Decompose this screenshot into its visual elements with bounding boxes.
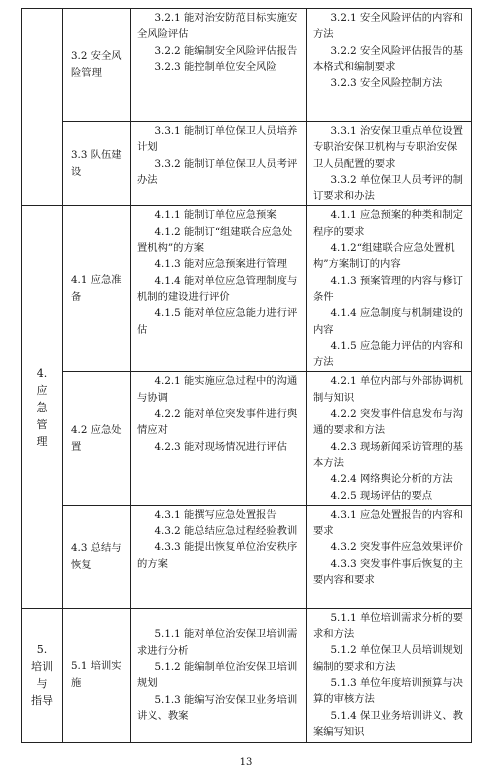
skill-item: 3.2.2 能编制安全风险评估报告 [154,44,298,57]
knowledge-item: 4.3.1 应急处置报告的内容和要求 [313,508,463,538]
knowledge-item: 4.1.4 应急制度与机制建设的内容 [313,307,463,336]
skill-item: 4.1.1 能制订单位应急预案 [154,209,277,222]
knowledge-item: 4.1.3 预案管理的内容与修订条件 [313,274,463,303]
knowledge-requirements-cell [307,9,472,122]
knowledge-item: 5.1.2 单位保卫人员培训规划编制的要求和方法 [313,644,463,673]
knowledge-requirements-cell [307,608,472,742]
table-row [22,608,472,742]
page-number: 13 [239,757,253,768]
knowledge-item: 4.1.1 应急预案的种类和制定程序的要求 [313,209,463,238]
skill-item: 4.1.4 能对单位应急管理制度与机制的建设进行评价 [137,274,298,303]
table-row [22,505,472,608]
knowledge-requirements-cell [307,122,472,206]
main-category-cell [22,9,63,206]
skill-item: 4.1.2 能制订“组建联合应急处置机构”的方案 [137,225,293,255]
knowledge-item: 4.3.3 突发事件事后恢复的主要内容和要求 [313,557,463,587]
skill-item: 4.3.2 能总结应急过程经验教训 [154,525,298,538]
knowledge-item: 4.1.5 应急能力评估的内容和方法 [313,339,463,369]
skill-item: 4.3.1 能撰写应急处置报告 [154,508,277,521]
sub-category-cell: 3.2 安全风 险管理 [63,9,131,122]
skill-item: 4.1.3 能对应急预案进行管理 [154,258,287,271]
knowledge-requirements-cell [307,372,472,505]
document-page [21,8,472,743]
knowledge-item: 3.2.2 安全风险评估报告的基本格式和编制要求 [313,44,463,73]
sub-category-cell: 4.3 总结与 恢复 [63,505,131,608]
skill-item: 5.1.1 能对单位治安保卫培训需求进行分析 [137,628,298,657]
skill-item: 3.3.1 能制订单位保卫人员培养计划 [137,125,298,154]
knowledge-item: 5.1.3 单位年度培训预算与决算的审核方法 [313,677,463,706]
knowledge-item: 3.3.2 单位保卫人员考评的制订要求和办法 [313,173,463,203]
main-category-cell: 5. 培训 与 指导 [22,608,63,742]
skill-requirements-cell [131,608,307,742]
skill-item: 4.3.3 能提出恢复单位治安秩序的方案 [137,541,298,570]
table-row [22,9,472,122]
knowledge-item: 4.2.3 现场新闻采访管理的基本方法 [313,440,463,469]
knowledge-item: 3.2.3 安全风险控制方法 [330,77,443,90]
table-row [22,372,472,505]
skill-requirements-cell [131,122,307,206]
knowledge-item: 4.2.2 突发事件信息发布与沟通的要求和方法 [313,408,463,437]
skill-item: 3.3.2 能制订单位保卫人员考评办法 [137,157,298,186]
knowledge-item: 3.3.1 治安保卫重点单位设置专职治安保卫机构与专职治安保卫人员配置的要求 [313,125,463,170]
sub-category-cell: 5.1 培训实 施 [63,608,131,742]
sub-category-cell: 3.3 队伍建 设 [63,122,131,206]
skill-item: 4.2.3 能对现场情况进行评估 [154,440,287,453]
skill-requirements-cell [131,206,307,372]
skill-requirements-cell [131,9,307,122]
sub-category-cell: 4.2 应急处 置 [63,372,131,505]
skill-item: 3.2.1 能对治安防范目标实施安全风险评估 [137,12,298,41]
table-row [22,206,472,372]
skill-item: 3.2.3 能控制单位安全风险 [154,60,277,73]
knowledge-item: 4.3.2 突发事件应急效果评价 [330,541,463,554]
main-category-cell: 4. 应 急 管 理 [22,206,63,608]
table-row [22,122,472,206]
knowledge-item: 5.1.1 单位培训需求分析的要求和方法 [313,611,463,641]
standards-table [21,8,472,743]
skill-item: 4.2.2 能对单位突发事件进行舆情应对 [137,408,298,437]
skill-item: 5.1.3 能编写治安保卫业务培训讲义、教案 [137,693,298,722]
knowledge-item: 4.2.4 网络舆论分析的方法 [330,473,453,486]
knowledge-item: 4.2.1 单位内部与外部协调机制与知识 [313,375,463,404]
knowledge-item: 3.2.1 安全风险评估的内容和方法 [313,12,463,41]
knowledge-item: 5.1.4 保卫业务培训讲义、教案编写知识 [313,709,463,738]
skill-item: 4.1.5 能对单位应急能力进行评估 [137,307,298,336]
knowledge-item: 4.1.2“组建联合应急处置机构”方案制订的内容 [313,242,455,271]
knowledge-requirements-cell [307,505,472,608]
skill-requirements-cell [131,505,307,608]
knowledge-requirements-cell [307,206,472,372]
skill-item: 5.1.2 能编制单位治安保卫培训规划 [137,661,298,690]
skill-item: 4.2.1 能实施应急过程中的沟通与协调 [137,375,298,404]
skill-requirements-cell [131,372,307,505]
sub-category-cell: 4.1 应急准 备 [63,206,131,372]
knowledge-item: 4.2.5 现场评估的要点 [330,489,433,502]
